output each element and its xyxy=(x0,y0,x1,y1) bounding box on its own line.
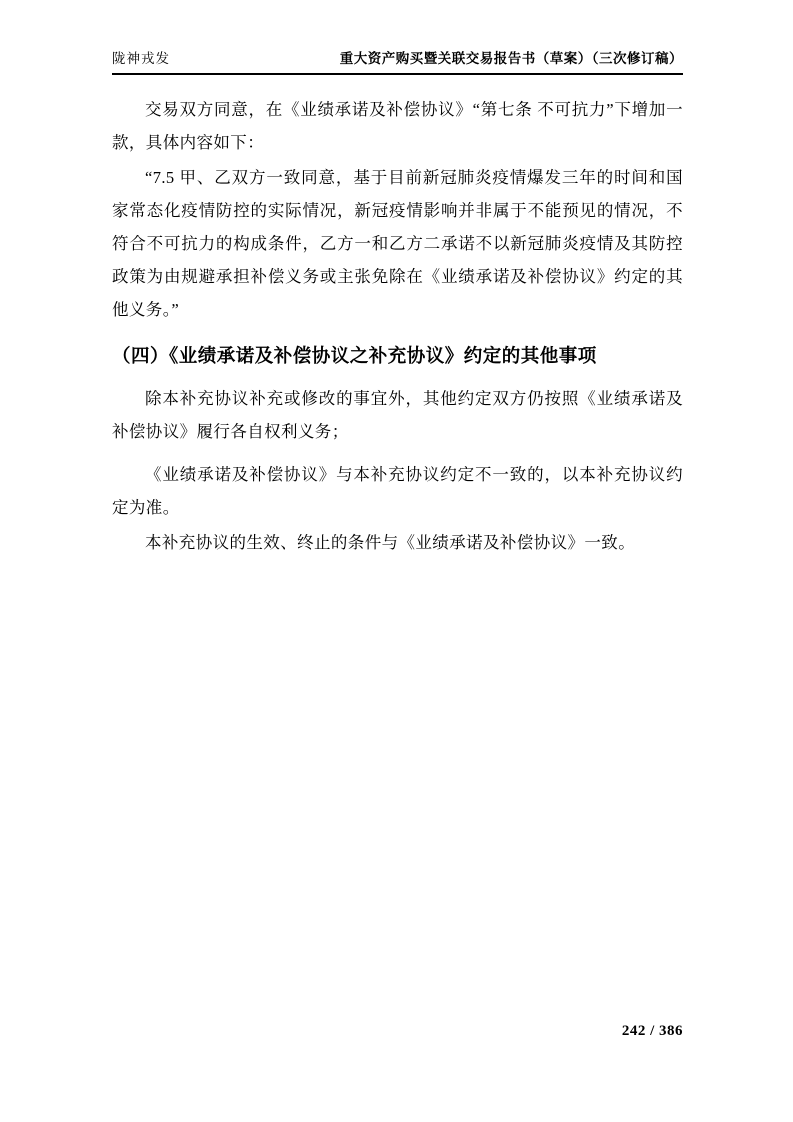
paragraph-clause-7-5: “7.5 甲、乙双方一致同意，基于目前新冠肺炎疫情爆发三年的时间和国家常态化疫情防控的实际情况，新冠疫情影响并非属于不能预见的情况，不符合不可抗力的构成条件，乙方一和乙方二承诺不以新冠肺炎疫情及其防控政策为由规避承担补偿义务或主张免除在《业绩承诺及补偿协议》约定的其他义务。” xyxy=(112,168,683,319)
paragraph-inconsistency-rule: 《业绩承诺及补偿协议》与本补充协议约定不一致的，以本补充协议约定为准。 xyxy=(112,465,683,517)
page-header xyxy=(112,51,683,75)
section-heading-other-matters: （四）《业绩承诺及补偿协议之补充协议》约定的其他事项 xyxy=(112,345,597,366)
header-company-name: 陇神戎发 xyxy=(112,51,170,66)
page-number: 242 / 386 xyxy=(621,1023,683,1039)
header-report-title: 重大资产购买暨关联交易报告书（草案）（三次修订稿） xyxy=(339,51,683,66)
paragraph-agreement-intro: 交易双方同意，在《业绩承诺及补偿协议》“第七条 不可抗力”下增加一款，具体内容如下： xyxy=(112,100,683,152)
paragraph-other-agreements: 除本补充协议补充或修改的事宜外，其他约定双方仍按照《业绩承诺及补偿协议》履行各自权利义务； xyxy=(112,389,683,441)
paragraph-effectiveness: 本补充协议的生效、终止的条件与《业绩承诺及补偿协议》一致。 xyxy=(145,533,636,552)
document-body xyxy=(112,93,683,561)
